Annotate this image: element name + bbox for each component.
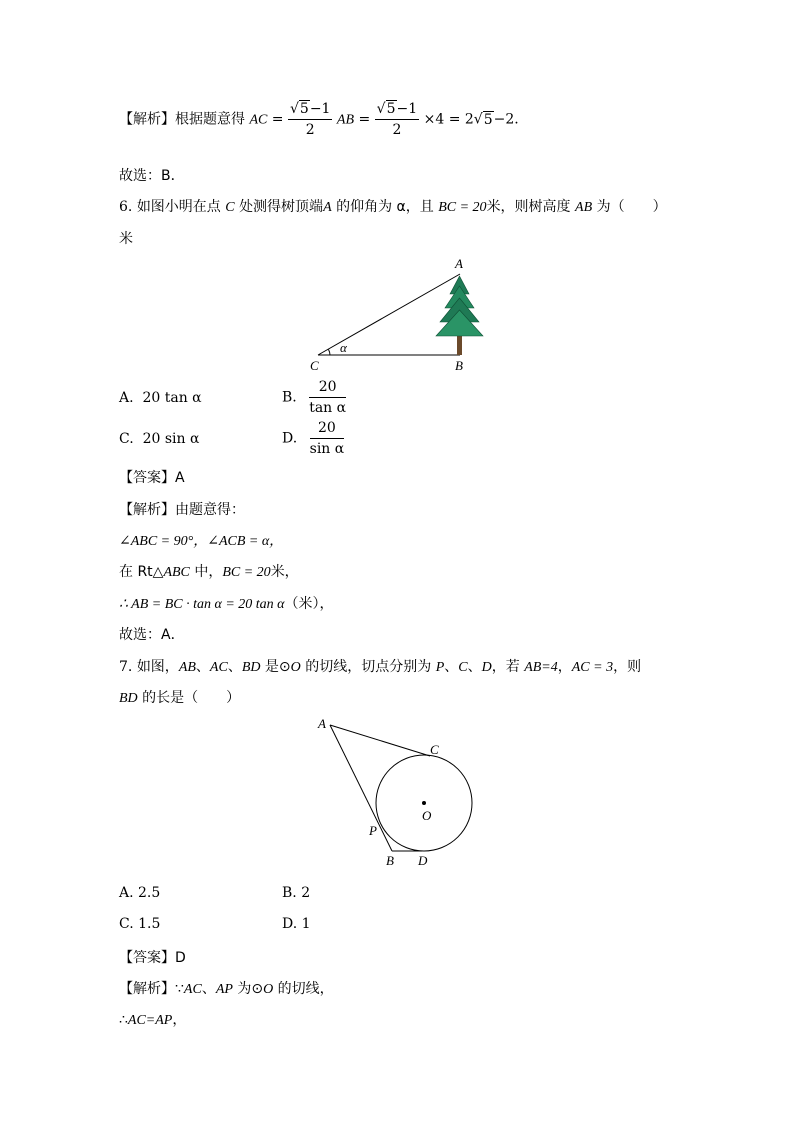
option-fraction: $\frac{20}{\text{tan α}}$ <box>309 379 347 416</box>
q7-stem-line2: BD 的长是（ ） <box>119 690 241 706</box>
stem-text: 处测得树顶端 <box>239 199 324 215</box>
q7-answer <box>119 947 186 967</box>
sqrt-radicand: 5 <box>299 101 309 117</box>
segment-ab: AB <box>575 200 593 215</box>
q6-analysis-line2: 在 Rt△ABC 中，BC = 20米， <box>119 564 299 580</box>
denominator: 2 <box>305 122 315 138</box>
label-alpha: α <box>340 340 347 355</box>
stem-text: 米，则树高度 <box>486 199 571 215</box>
q6-answer <box>119 467 185 487</box>
q6-tree-figure <box>300 252 500 374</box>
label-o: O <box>422 808 432 823</box>
q6-stem-line2: 米 <box>119 231 133 247</box>
segment-ab: AB <box>336 112 355 128</box>
sqrt-sign: √ <box>473 111 483 128</box>
denominator: 2 <box>392 122 402 138</box>
option-letter: A. <box>119 390 134 406</box>
golden-ratio-fraction <box>375 101 419 138</box>
answer-value: A <box>175 470 185 486</box>
equals-sign: = <box>271 111 284 128</box>
q6-analysis-line3: ∴ AB = BC · tan α = 20 tan α（米）， <box>119 596 334 612</box>
analysis-lead: 根据题意得 <box>175 111 245 128</box>
answer-tag: 【答案】 <box>119 950 175 966</box>
q6-option-b <box>282 379 346 416</box>
stem-text: 如图小明在点 <box>136 199 221 215</box>
minus-one: −1 <box>309 101 331 117</box>
point-label: A <box>323 200 332 215</box>
golden-ratio-fraction <box>288 101 332 138</box>
tangent-ab <box>330 725 392 851</box>
segment-ac: AC <box>249 112 268 128</box>
q6-option-a <box>119 390 202 406</box>
option-letter: C. <box>119 431 134 447</box>
sqrt-sign: √ <box>289 101 299 117</box>
sqrt-radicand: 5 <box>386 101 396 117</box>
label-p: P <box>369 823 377 838</box>
option-text: 20 tan α <box>142 390 202 406</box>
option-letter: D. <box>282 430 298 447</box>
label-a: A <box>318 716 326 731</box>
label-d: D <box>418 853 428 868</box>
stem-text: 的仰角为 α，且 <box>336 199 434 215</box>
answer-value: D <box>175 950 186 966</box>
equals-sign: = <box>358 111 371 128</box>
stem-text: 为（ ） <box>596 199 667 215</box>
q6-analysis-lead <box>119 499 245 519</box>
q7-analysis-line1: 【解析】∵AC、AP 为⊙O 的切线， <box>119 981 334 997</box>
minus-one: −1 <box>396 101 418 117</box>
option-fraction: $\frac{20}{\text{sin α}}$ <box>309 420 345 457</box>
given-bc: BC = 20 <box>438 200 487 215</box>
q7-analysis-line2: ∴AC=AP， <box>119 1012 187 1028</box>
label-b: B <box>455 358 463 373</box>
q7-option-d: D. 1 <box>282 916 311 932</box>
q5-analysis-line <box>119 101 519 138</box>
angle-arc <box>329 350 331 356</box>
q6-analysis-line1: ∠ABC = 90°，∠ACB = α， <box>119 534 284 549</box>
center-dot <box>422 801 426 805</box>
period: . <box>514 111 519 128</box>
option-text: 20 sin α <box>142 431 200 447</box>
analysis-lead: 由题意得： <box>175 502 245 518</box>
q7-option-b: B. 2 <box>282 885 311 901</box>
times-four: ×4 = 2 <box>423 111 474 128</box>
question-number: 7. <box>119 659 133 675</box>
analysis-tag: 【解析】 <box>119 502 175 518</box>
question-number: 6. <box>119 199 133 215</box>
q6-conclusion: 故选：A． <box>119 627 185 643</box>
q7-stem: 7. 如图，AB、AC、BD 是⊙O 的切线，切点分别为 P、C、D，若 AB=4，AC = 3，则 <box>119 659 642 675</box>
answer-tag: 【答案】 <box>119 470 175 486</box>
sqrt-radicand: 5 <box>483 111 493 128</box>
tangent-ac <box>330 725 430 756</box>
point-label: C <box>225 200 235 215</box>
q7-option-c: C. 1.5 <box>119 916 161 932</box>
label-c: C <box>430 742 439 757</box>
q6-stem <box>119 196 667 216</box>
option-letter: B. <box>282 389 297 406</box>
q7-circle-figure <box>312 710 482 872</box>
minus-two: −2 <box>493 111 515 128</box>
tree-icon <box>436 276 483 355</box>
q5-conclusion: 故选：B． <box>119 168 185 184</box>
label-b: B <box>386 853 394 868</box>
sqrt-sign: √ <box>376 101 386 117</box>
label-a: A <box>455 256 463 271</box>
q6-option-d <box>282 420 344 457</box>
q6-option-c <box>119 431 199 447</box>
label-c: C <box>310 358 319 373</box>
analysis-tag: 【解析】 <box>119 111 175 128</box>
q7-option-a: A. 2.5 <box>119 885 161 901</box>
